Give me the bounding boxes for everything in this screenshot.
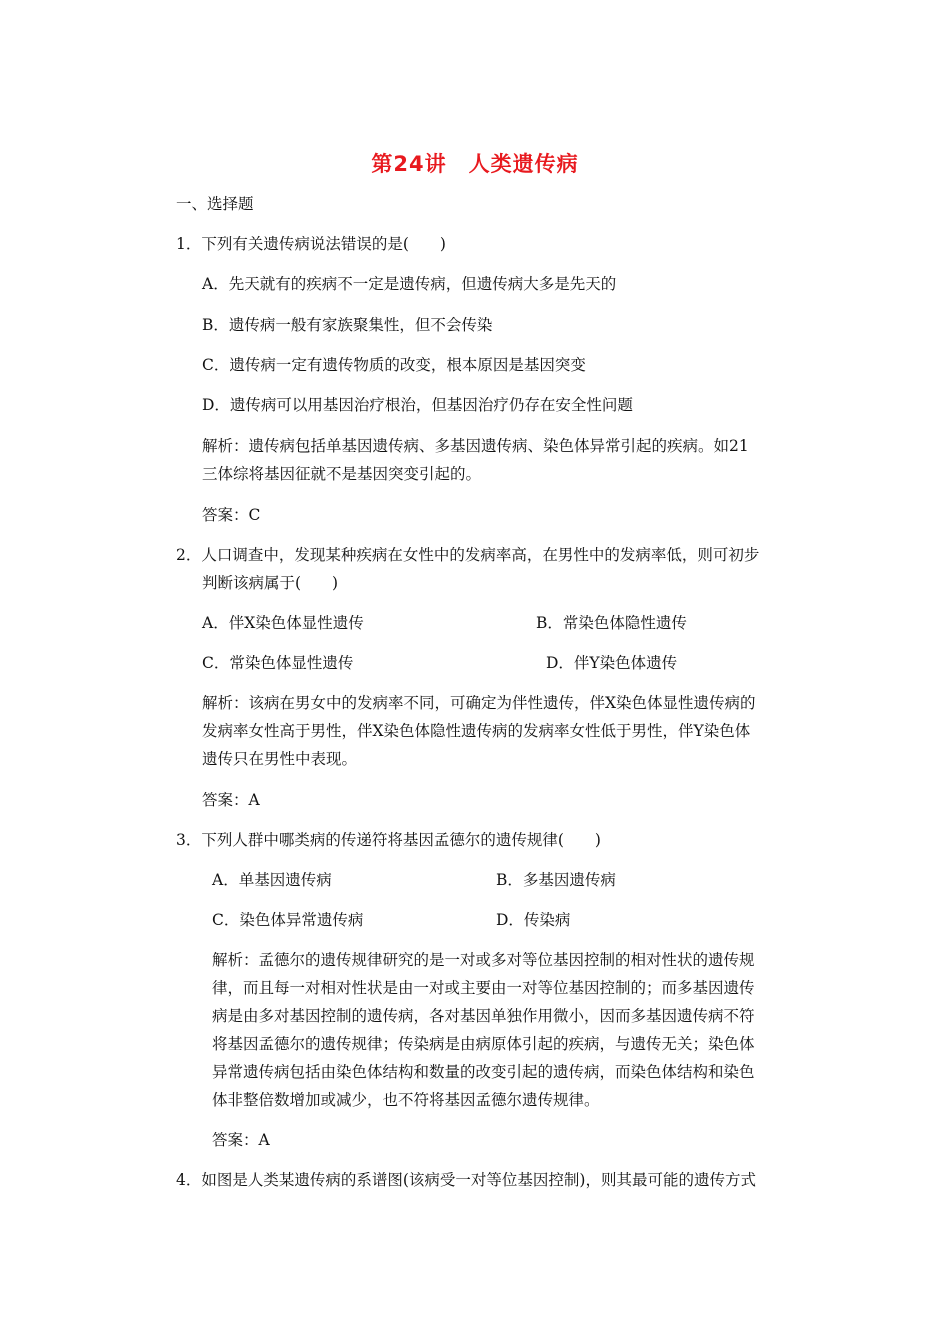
q4-stem-line-1: 4．如图是人类某遗传病的系谱图(该病受一对等位基因控制)，则其最可能的遗传方式 [176, 1171, 756, 1189]
q3-analysis-line-4: 将基因孟德尔的遗传规律；传染病是由病原体引起的疾病，与遗传无关；染色体 [212, 1035, 755, 1053]
q2-stem-line-1: 2．人口调查中，发现某种疾病在女性中的发病率高，在男性中的发病率低，则可初步 [176, 546, 760, 564]
q1-analysis-line-2: 三体综将基因征就不是基因突变引起的。 [202, 465, 482, 483]
q2-stem-line-2: 判断该病属于( ) [202, 574, 339, 592]
q3-option-d: D．传染病 [496, 911, 571, 929]
q1-analysis-line-1: 解析：遗传病包括单基因遗传病、多基因遗传病、染色体异常引起的疾病。如21 [202, 437, 749, 455]
q3-analysis-line-1: 解析：孟德尔的遗传规律研究的是一对或多对等位基因控制的相对性状的遗传规 [212, 951, 755, 969]
q2-option-a: A．伴X染色体显性遗传 [202, 614, 364, 632]
section-heading: 一、选择题 [176, 195, 254, 213]
q2-option-d: D．伴Y染色体遗传 [546, 654, 678, 672]
q1-answer: 答案：C [202, 506, 261, 524]
q2-answer: 答案：A [202, 791, 260, 809]
q2-analysis-line-3: 遗传只在男性中表现。 [202, 750, 358, 768]
q3-analysis-line-5: 异常遗传病包括由染色体结构和数量的改变引起的遗传病，而染色体结构和染色 [212, 1063, 755, 1081]
lecture-number: 第24讲 [371, 152, 447, 176]
lesson-title [0, 148, 950, 178]
q1-option-d: D．遗传病可以用基因治疗根治，但基因治疗仍存在安全性问题 [202, 396, 633, 414]
q3-option-b: B．多基因遗传病 [496, 871, 616, 889]
q1-option-c: C．遗传病一定有遗传物质的改变，根本原因是基因突变 [202, 356, 586, 374]
q3-option-c: C．染色体异常遗传病 [212, 911, 364, 929]
q2-analysis-line-2: 发病率女性高于男性，伴X染色体隐性遗传病的发病率女性低于男性，伴Y染色体 [202, 722, 751, 740]
q3-option-a: A．单基因遗传病 [212, 871, 332, 889]
q3-stem: 3．下列人群中哪类病的传递符将基因孟德尔的遗传规律( ) [176, 831, 601, 849]
q3-answer: 答案：A [212, 1131, 270, 1149]
q1-option-b: B．遗传病一般有家族聚集性，但不会传染 [202, 316, 493, 334]
q2-analysis-line-1: 解析：该病在男女中的发病率不同，可确定为伴性遗传，伴X染色体显性遗传病的 [202, 694, 756, 712]
q1-option-a: A．先天就有的疾病不一定是遗传病，但遗传病大多是先天的 [202, 275, 617, 293]
q2-option-b: B．常染色体隐性遗传 [536, 614, 687, 632]
q3-analysis-line-6: 体非整倍数增加或减少，也不符将基因孟德尔遗传规律。 [212, 1091, 600, 1109]
q3-analysis-line-3: 病是由多对基因控制的遗传病，各对基因单独作用微小，因而多基因遗传病不符 [212, 1007, 755, 1025]
q1-stem: 1．下列有关遗传病说法错误的是( ) [176, 235, 446, 253]
q3-analysis-line-2: 律，而且每一对相对性状是由一对或主要由一对等位基因控制的；而多基因遗传 [212, 979, 755, 997]
lecture-topic: 人类遗传病 [468, 152, 579, 176]
q2-option-c: C．常染色体显性遗传 [202, 654, 354, 672]
